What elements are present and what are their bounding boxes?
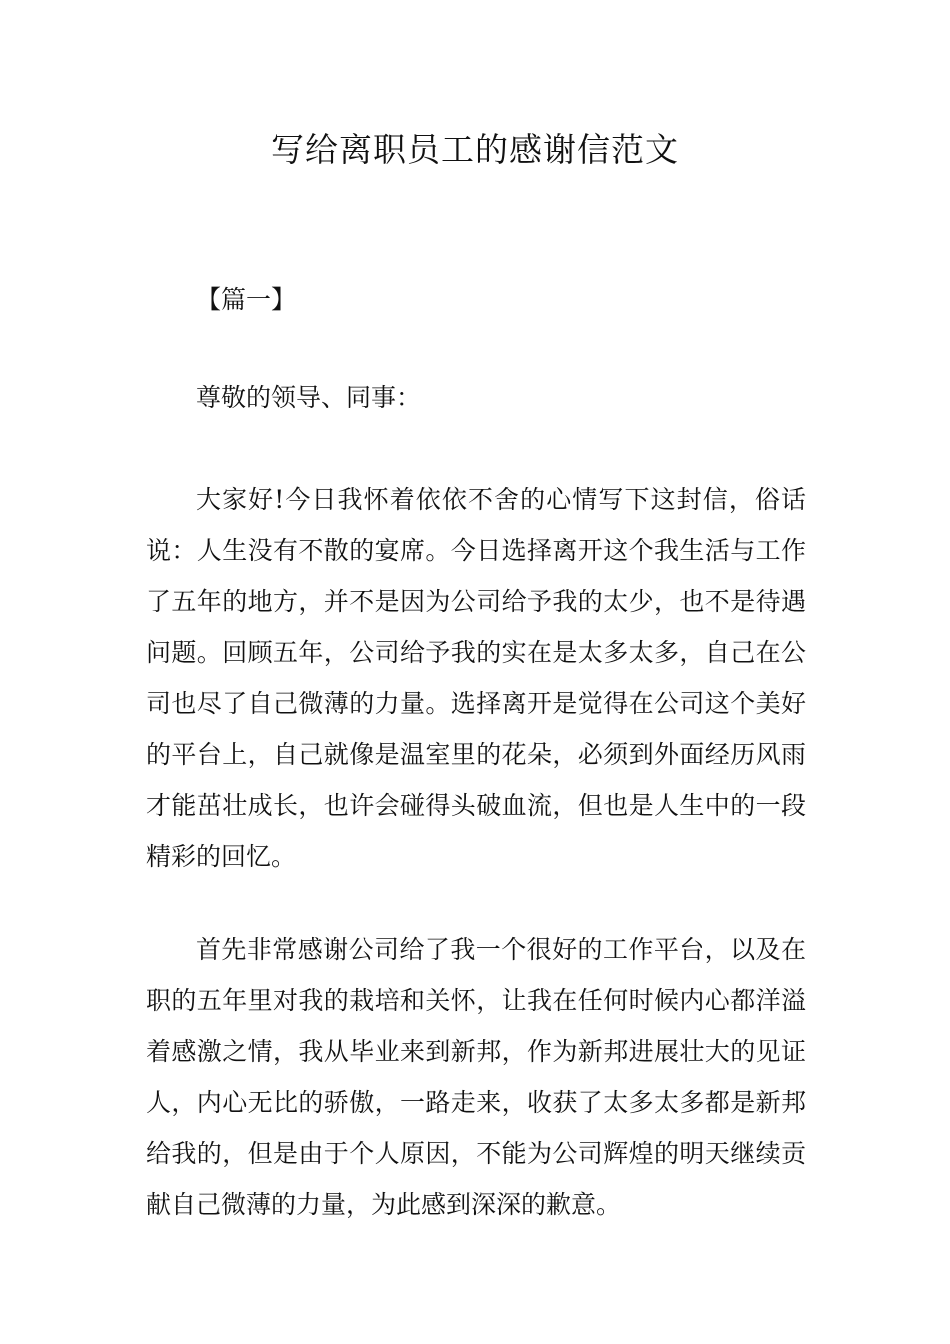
document-title: 写给离职员工的感谢信范文 [271,130,679,169]
body-paragraph: 首先非常感谢公司给了我一个很好的工作平台，以及在职的五年里对我的栽培和关怀，让我在任何时候内心都洋溢着感激之情，我从毕业来到新邦，作为新邦进展壮大的见证人，内心无比的骄傲，一路走来，收获了太多太多都是新邦给我的，但是由于个人原因，不能为公司辉煌的明天继续贡献自己微薄的力量，为此感到深深的歉意。 [146,935,806,1219]
section-label: 【篇一】 [196,285,297,314]
salutation: 尊敬的领导、同事： [196,383,422,412]
body-paragraph: 大家好!今日我怀着依依不舍的心情写下这封信，俗话说：人生没有不散的宴席。今日选择离开这个我生活与工作了五年的地方，并不是因为公司给予我的太少，也不是待遇问题。回顾五年，公司给予我的实在是太多太多，自己在公司也尽了自己微薄的力量。选择离开是觉得在公司这个美好的平台上，自己就像是温室里的花朵，必须到外面经历风雨才能茁壮成长，也许会碰得头破血流，但也是人生中的一段精彩的回忆。 [146,485,806,871]
